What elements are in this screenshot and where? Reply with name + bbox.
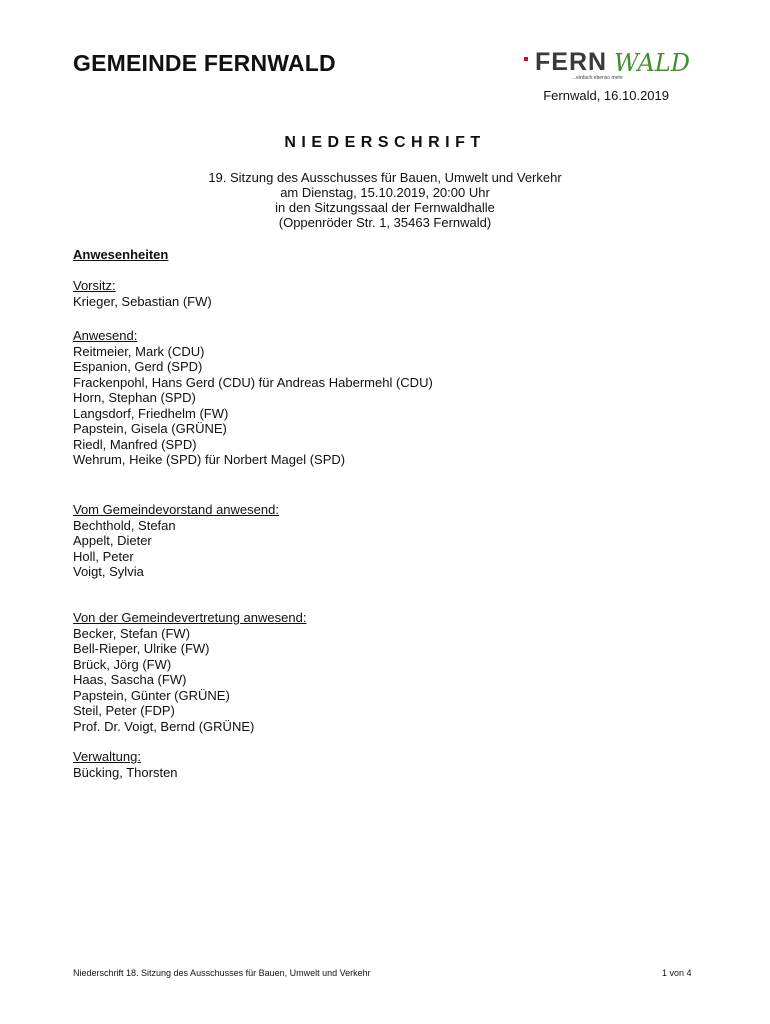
meeting-info — [0, 170, 770, 230]
present-member: Langsdorf, Friedhelm (FW) — [73, 405, 229, 421]
council-member: Bell-Rieper, Ulrike (FW) — [73, 641, 210, 656]
present-member: Horn, Stephan (SPD) — [73, 390, 196, 405]
logo-wordmark-right: WALD — [614, 49, 690, 77]
present-member: Espanion, Gerd (SPD) — [73, 359, 203, 374]
council-heading: Von der Gemeindevertretung anwesend: — [73, 610, 307, 625]
board-heading: Vom Gemeindevorstand anwesend: — [73, 502, 279, 517]
meeting-address-line: (Oppenröder Str. 1, 35463 Fernwald) — [278, 215, 492, 230]
page-number: 1 von 4 — [662, 968, 692, 978]
administration-heading: Verwaltung: — [73, 749, 141, 764]
document-date: Fernwald, 16.10.2019 — [543, 88, 669, 103]
council-member: Steil, Peter (FDP) — [73, 703, 175, 718]
council-section — [73, 610, 306, 734]
board-member: Appelt, Dieter — [73, 533, 152, 548]
council-member: Brück, Jörg (FW) — [73, 656, 172, 672]
meeting-location-line: in den Sitzungssaal der Fernwaldhalle — [275, 200, 495, 215]
fernwald-logo-graphic — [520, 40, 698, 82]
document-title: NIEDERSCHRIFT — [284, 134, 486, 151]
logo-tagline: ...einfach ebenso mehr — [572, 75, 623, 81]
administration-section — [73, 749, 178, 780]
council-member: Haas, Sascha (FW) — [73, 672, 187, 687]
attendance-heading: Anwesenheiten — [73, 247, 169, 262]
council-member: Becker, Stefan (FW) — [73, 625, 191, 641]
chair-member: Krieger, Sebastian (FW) — [73, 293, 212, 309]
fernwald-logo — [520, 40, 698, 82]
board-member: Holl, Peter — [73, 548, 134, 564]
present-heading: Anwesend: — [73, 328, 138, 343]
chair-heading: Vorsitz: — [73, 278, 116, 293]
administration-member: Bücking, Thorsten — [73, 764, 178, 780]
council-member: Papstein, Günter (GRÜNE) — [73, 687, 230, 703]
footer-title: Niederschrift 18. Sitzung des Ausschusses für Bauen, Umwelt und Verkehr — [73, 968, 371, 978]
board-member: Voigt, Sylvia — [73, 564, 144, 579]
present-member: Papstein, Gisela (GRÜNE) — [73, 421, 227, 436]
board-section — [73, 502, 279, 580]
municipality-name: GEMEINDE FERNWALD — [73, 50, 336, 76]
logo-red-dot — [524, 57, 528, 61]
board-member: Bechthold, Stefan — [73, 517, 176, 533]
meeting-line: 19. Sitzung des Ausschusses für Bauen, Umwelt und Verkehr — [208, 170, 562, 185]
present-member: Wehrum, Heike (SPD) für Norbert Magel (SPD) — [73, 452, 346, 467]
council-member: Prof. Dr. Voigt, Bernd (GRÜNE) — [73, 718, 255, 734]
present-member: Reitmeier, Mark (CDU) — [73, 343, 205, 359]
chair-section — [73, 278, 212, 309]
present-section — [73, 328, 433, 468]
present-member: Riedl, Manfred (SPD) — [73, 436, 197, 452]
meeting-date-line: am Dienstag, 15.10.2019, 20:00 Uhr — [280, 185, 490, 200]
logo-wordmark-left: FERN — [535, 48, 608, 76]
present-member: Frackenpohl, Hans Gerd (CDU) für Andreas Habermehl (CDU) — [73, 374, 433, 390]
